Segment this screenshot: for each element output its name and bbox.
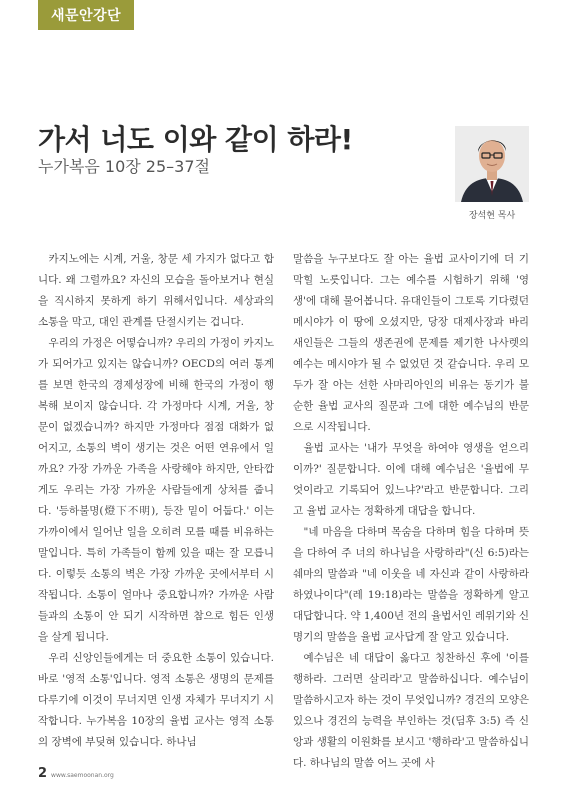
section-label: 새문안강단: [50, 8, 122, 24]
author-photo: [455, 126, 529, 202]
author-caption: 장석현 목사: [468, 211, 516, 221]
body-paragraph: 우리 신앙인들에게는 더 중요한 소통이 있습니다. 바로 '영적 소통'입니다. 영적 소통은 생명의 문제를 다루기에 이것이 무너지면 인생 자체가 무너지기 시작합니다. 누가복음 10장의 율법 교사는 영적 소통의 장벽에 부딪혀 있습니다. 하나님: [38, 652, 274, 748]
body-paragraph: 율법 교사는 '내가 무엇을 하여야 영생을 얻으리이까?' 질문합니다. 이에 대해 예수님은 '율법에 무엇이라고 기록되어 있느냐?'라고 반문합니다. 그리고 율법 교사는 정확하게 대답을 합니다.: [293, 442, 529, 517]
website-url: www.saemoonan.org: [51, 772, 114, 779]
body-paragraph: 카지노에는 시계, 거울, 창문 세 가지가 없다고 합니다. 왜 그럴까요? 자신의 모습을 돌아보거나 현실을 직시하지 못하게 하기 위해서입니다. 세상과의 소통을 막고, 대인 관계를 단절시키는 겁니다.: [38, 253, 274, 328]
section-label-tab: [38, 0, 134, 30]
body-paragraph: 우리의 가정은 어떻습니까? 우리의 가정이 카지노가 되어가고 있지는 않습니까? OECD의 여러 통계를 보면 한국의 경제성장에 비해 한국의 가정이 행복해 보이지 않습니다. 각 가정마다 시계, 거울, 창문이 없겠습니까? 하지만 가정마다 점점 대화가 없어지고, 소통의 벽이 생기는 것은 어떤 연유에서 일까요? 가장 가까운 가족을 사랑해야 하지만, 안타깝게도 우리는 가장 가까운 사람들에게 상처를 줍니다. '등하불명(燈下不明), 등잔 밑이 어둡다.' 이는 가까이에서 일어난 일을 오히려 모를 때를 비유하는 말입니다. 특히 가족들이 함께 있을 때는 잘 모릅니다. 이렇듯 소통의 벽은 가장 가까운 곳에서부터 시작됩니다. 소통이 얼마나 중요합니까? 가까운 사람들과의 소통이 안 되기 시작하면 참으로 힘든 인생을 살게 됩니다.: [38, 337, 274, 643]
author-portrait-icon: [455, 126, 529, 202]
body-column-right: [293, 249, 529, 774]
page-footer: [38, 766, 114, 781]
body-paragraph: "네 마음을 다하며 목숨을 다하며 힘을 다하며 뜻을 다하여 주 너의 하나님을 사랑하라"(신 6:5)라는 쉐마의 말씀과 "네 이웃을 네 자신과 같이 사랑하라 하였나이다"(레 19:18)라는 말씀을 정확하게 알고 대답합니다. 약 1,400년 전의 율법서인 레위기와 신명기의 말씀을 율법 교사답게 잘 알고 있습니다.: [293, 526, 529, 643]
body-paragraph: 예수님은 네 대답이 옳다고 칭찬하신 후에 '이를 행하라. 그러면 살리라'고 말씀하십니다. 예수님이 말씀하시고자 하는 것이 무엇입니까? 경건의 모양은 있으나 경건의 능력을 부인하는 것(딤후 3:5) 즉 신앙과 생활의 이원화를 보시고 '행하라'고 말씀하십니다. 하나님의 말씀 어느 곳에 사: [293, 652, 529, 769]
article-title: 가서 너도 이와 같이 하라!: [38, 123, 353, 156]
body-column-left: [38, 249, 274, 753]
body-paragraph-continued: 말씀을 누구보다도 잘 아는 율법 교사이기에 더 기막힐 노릇입니다. 그는 예수를 시험하기 위해 '영생'에 대해 물어봅니다. 유대인들이 그토록 기다렸던 메시야가 이 땅에 오셨지만, 당장 대제사장과 바리새인들은 그들의 생존권에 문제를 제기한 나사렛의 예수는 메시야가 될 수 없었던 것 같습니다. 우리 모두가 잘 아는 선한 사마리아인의 비유는 동기가 불순한 율법 교사의 질문과 그에 대한 예수님의 반문으로 시작됩니다.: [293, 253, 529, 433]
page-number: 2: [38, 766, 48, 781]
scripture-reference: 누가복음 10장 25–37절: [38, 157, 210, 176]
